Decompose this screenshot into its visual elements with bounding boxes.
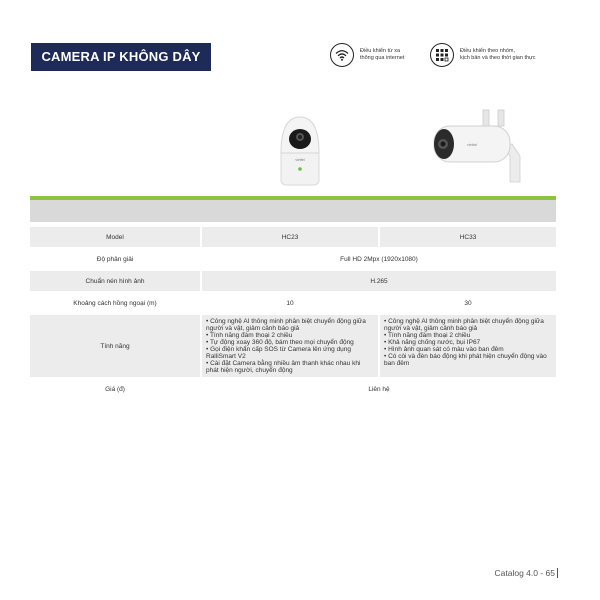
footer-divider: [557, 568, 558, 578]
cell-model-hc23: HC23: [202, 227, 378, 247]
svg-text:viettel: viettel: [295, 158, 305, 162]
feature-item: • Công nghệ AI thông minh phân biệt chuyển động giữa người và vật, giảm cảnh báo giả: [384, 318, 544, 332]
cell-features-hc23: [202, 315, 378, 377]
feature-item: • Có còi và đèn báo động khi phát hiện chuyển động vào ban đêm: [384, 353, 547, 367]
table-row-compression: [30, 271, 556, 291]
feature-item: • Khả năng chống nước, bụi IP67: [384, 339, 481, 346]
feature-remote-line2: thông qua internet: [360, 55, 405, 61]
table-row-price: [30, 379, 556, 399]
feature-item: • Gọi điện khẩn cấp SOS từ Camera lên ứng dụng RalliSmart V2: [206, 346, 352, 360]
feature-item: • Tính năng đàm thoại 2 chiều: [384, 332, 471, 339]
feature-group-line1: Điều khiển theo nhóm,: [460, 48, 516, 54]
feature-remote-control: [330, 43, 440, 67]
row-label-price: Giá (đ): [105, 385, 125, 393]
feature-item: • Cài đặt Camera bằng nhiều âm thanh khác nhau khi phát hiện người, chuyển động: [206, 360, 361, 374]
feature-item: • Tính năng đàm thoại 2 chiều: [206, 332, 293, 339]
feature-remote-line1: Điều khiển từ xa: [360, 48, 401, 54]
feature-item: • Hình ảnh quan sát có màu vào ban đêm: [384, 346, 504, 353]
row-label-compression: Chuẩn nén hình ảnh: [30, 271, 200, 291]
cell-resolution: Full HD 2Mpx (1920x1080): [340, 255, 418, 263]
row-label-features: Tính năng: [30, 315, 200, 377]
feature-item: • Công nghệ AI thông minh phân biệt chuyển động giữa người và vật, giảm cảnh báo giả: [206, 318, 366, 332]
row-label-ir: Khoảng cách hồng ngoại (m): [73, 299, 157, 307]
cell-features-hc33: [380, 315, 556, 377]
feature-item: • Tự động xoay 360 độ, bám theo mọi chuyển động: [206, 339, 354, 346]
camera-hc23-image: [275, 115, 325, 187]
table-header-band: [30, 200, 556, 222]
row-label-model: Model: [30, 227, 200, 247]
feature-group-line2: kịch bản và theo thời gian thực: [460, 55, 536, 61]
table-row-features: [30, 315, 556, 377]
table-row-resolution: [30, 249, 556, 269]
cell-ir-hc23: 10: [286, 299, 294, 307]
footer-text: Catalog 4.0 - 65: [494, 568, 555, 578]
grid-control-icon: [430, 43, 454, 67]
table-row-ir-distance: [30, 293, 556, 313]
table-row-model: [30, 227, 556, 247]
svg-text:viettel: viettel: [466, 142, 478, 147]
spec-table: [28, 225, 558, 401]
product-images: [30, 100, 556, 194]
cell-price: Liên hệ: [368, 385, 390, 393]
row-label-resolution: Độ phân giải: [96, 255, 134, 263]
cell-compression: H.265: [202, 271, 556, 291]
wifi-icon: [330, 43, 354, 67]
page-title: CAMERA IP KHÔNG DÂY: [31, 43, 211, 71]
page-footer: [495, 568, 558, 578]
feature-group-control: [430, 43, 570, 67]
cell-ir-hc33: 30: [464, 299, 472, 307]
cell-model-hc33: HC33: [380, 227, 556, 247]
camera-hc33-image: [428, 108, 528, 188]
